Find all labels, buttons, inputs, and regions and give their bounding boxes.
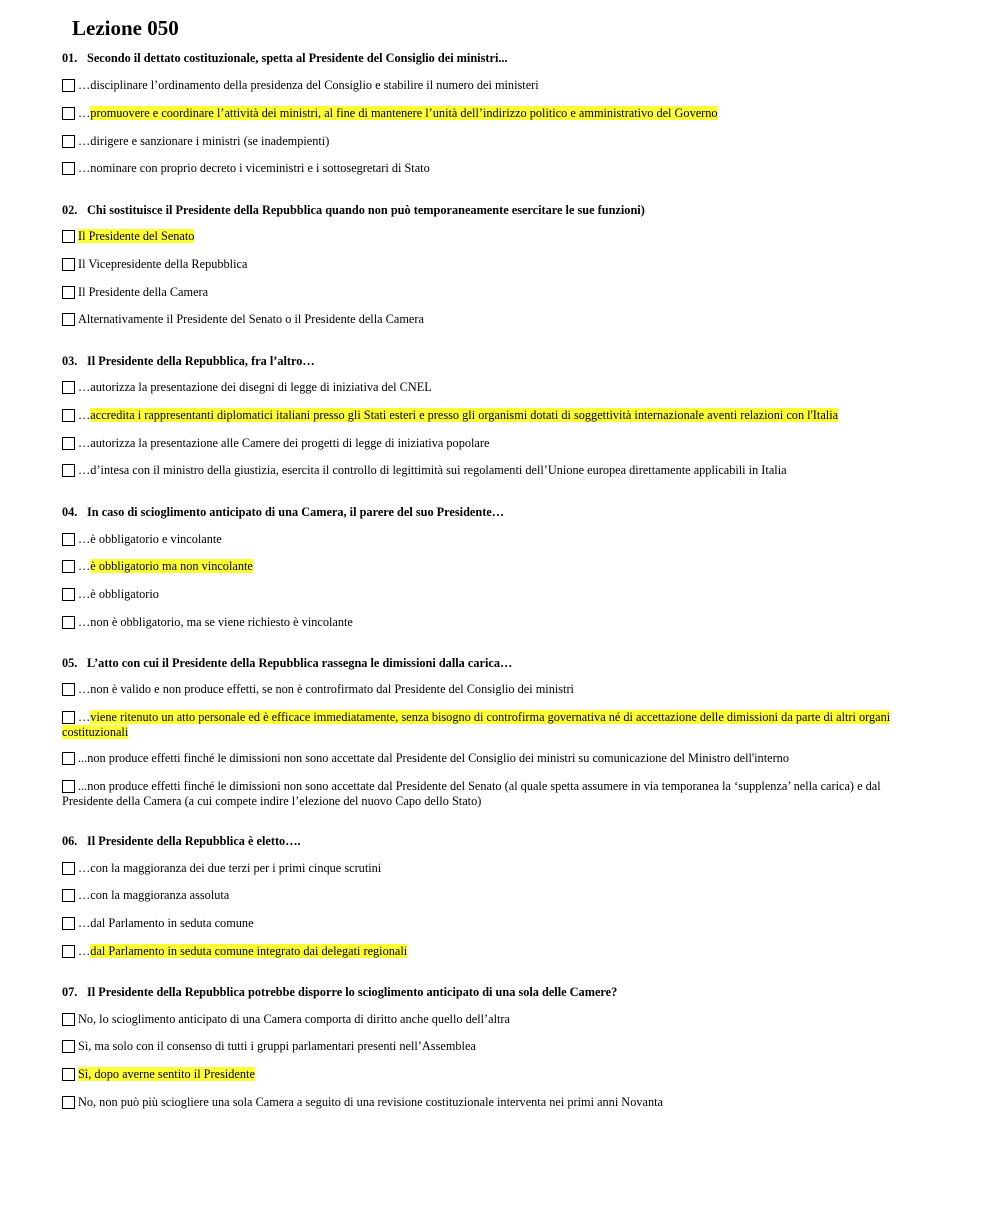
checkbox[interactable] xyxy=(62,258,75,271)
option-text: non è valido e non produce effetti, se non è controfirmato dal Presidente del Consiglio dei ministri xyxy=(90,682,574,696)
option-text: non produce effetti finché le dimissioni non sono accettate dal Presidente del Consiglio dei ministri su comunicazione del Ministro dell'interno xyxy=(87,751,789,765)
checkbox[interactable] xyxy=(62,917,75,930)
option-prefix: ... xyxy=(78,779,88,793)
checkbox[interactable] xyxy=(62,752,75,765)
option-prefix: … xyxy=(78,532,91,546)
question-text: Secondo il dettato costituzionale, spetta al Presidente del Consiglio dei ministri... xyxy=(87,51,508,65)
option-04-a[interactable] xyxy=(62,532,922,547)
option-text-highlighted: dal Parlamento in seduta comune integrato dai delegati regionali xyxy=(90,944,408,958)
checkbox[interactable] xyxy=(62,588,75,601)
option-text-highlighted: è obbligatorio ma non vincolante xyxy=(90,559,253,573)
option-text-highlighted: promuovere e coordinare l’attività dei ministri, al fine di mantenere l’unità dell’indirizzo politico e amministrativo del Governo xyxy=(90,106,718,120)
checkbox[interactable] xyxy=(62,616,75,629)
option-prefix: … xyxy=(78,587,91,601)
option-07-b[interactable] xyxy=(62,1039,922,1054)
option-prefix: … xyxy=(78,861,91,875)
question-04 xyxy=(62,505,942,520)
option-02-b[interactable] xyxy=(62,257,922,272)
option-prefix: … xyxy=(78,380,91,394)
option-text: d’intesa con il ministro della giustizia, esercita il controllo di legittimità sui regolamenti dell’Unione europea direttamente applicabili in Italia xyxy=(90,463,787,477)
option-text: non produce effetti finché le dimissioni non sono accettate dal Presidente del Senato (al quale spetta assumere in via temporanea la ‘supplenza’ nella carica) e dal Presidente della Camera (a cui compete indire l’elezione del nuovo Capo dello Stato) xyxy=(62,779,881,808)
question-05 xyxy=(62,656,942,671)
checkbox[interactable] xyxy=(62,945,75,958)
option-text: dal Parlamento in seduta comune xyxy=(90,916,254,930)
option-text: autorizza la presentazione dei disegni di legge di iniziativa del CNEL xyxy=(90,380,432,394)
option-prefix: … xyxy=(78,106,91,120)
question-03 xyxy=(62,354,942,369)
option-text-highlighted: Il Presidente del Senato xyxy=(78,229,195,243)
checkbox[interactable] xyxy=(62,1096,75,1109)
option-06-b[interactable] xyxy=(62,888,922,903)
option-prefix: … xyxy=(78,615,91,629)
checkbox[interactable] xyxy=(62,889,75,902)
option-prefix: ... xyxy=(78,751,88,765)
checkbox[interactable] xyxy=(62,1068,75,1081)
option-02-c[interactable] xyxy=(62,285,922,300)
option-07-c[interactable] xyxy=(62,1067,922,1082)
checkbox[interactable] xyxy=(62,135,75,148)
option-06-d[interactable] xyxy=(62,944,922,959)
checkbox[interactable] xyxy=(62,711,75,724)
checkbox[interactable] xyxy=(62,437,75,450)
question-02 xyxy=(62,203,942,218)
option-text: dirigere e sanzionare i ministri (se inadempienti) xyxy=(90,134,330,148)
option-prefix: … xyxy=(78,408,91,422)
option-text: è obbligatorio xyxy=(90,587,159,601)
option-prefix: … xyxy=(78,161,91,175)
option-05-a[interactable] xyxy=(62,682,922,697)
checkbox[interactable] xyxy=(62,1040,75,1053)
option-prefix: … xyxy=(78,436,91,450)
option-04-c[interactable] xyxy=(62,587,922,602)
option-02-a[interactable] xyxy=(62,229,922,244)
option-text: con la maggioranza dei due terzi per i primi cinque scrutini xyxy=(90,861,382,875)
option-text-highlighted: viene ritenuto un atto personale ed è efficace immediatamente, senza bisogno di controfirma governativa né di accettazione delle dimissioni da parte di altri organi costituzionali xyxy=(62,710,891,739)
option-01-d[interactable] xyxy=(62,161,922,176)
checkbox[interactable] xyxy=(62,533,75,546)
question-text: In caso di scioglimento anticipato di una Camera, il parere del suo Presidente… xyxy=(87,505,505,519)
question-text: L’atto con cui il Presidente della Repubblica rassegna le dimissioni dalla carica… xyxy=(87,656,513,670)
option-05-d[interactable] xyxy=(62,779,922,809)
option-prefix: … xyxy=(78,916,91,930)
question-text: Il Presidente della Repubblica, fra l’altro… xyxy=(87,354,315,368)
option-04-b[interactable] xyxy=(62,559,922,574)
checkbox[interactable] xyxy=(62,381,75,394)
question-number: 07. xyxy=(62,985,78,999)
option-01-b[interactable] xyxy=(62,106,922,121)
option-03-d[interactable] xyxy=(62,463,922,478)
option-text: autorizza la presentazione alle Camere dei progetti di legge di iniziativa popolare xyxy=(90,436,490,450)
option-03-b[interactable] xyxy=(62,408,922,423)
option-text: No, lo scioglimento anticipato di una Camera comporta di diritto anche quello dell’altra xyxy=(78,1012,510,1026)
checkbox[interactable] xyxy=(62,79,75,92)
option-text: non è obbligatorio, ma se viene richiesto è vincolante xyxy=(90,615,353,629)
option-text: No, non può più sciogliere una sola Camera a seguito di una revisione costituzionale interventa nei primi anni Novanta xyxy=(78,1095,663,1109)
question-number: 01. xyxy=(62,51,78,65)
question-text: Il Presidente della Repubblica potrebbe disporre lo scioglimento anticipato di una sola delle Camere? xyxy=(87,985,618,999)
option-03-a[interactable] xyxy=(62,380,922,395)
option-prefix: … xyxy=(78,78,91,92)
question-number: 05. xyxy=(62,656,78,670)
option-06-c[interactable] xyxy=(62,916,922,931)
checkbox[interactable] xyxy=(62,862,75,875)
option-01-c[interactable] xyxy=(62,134,922,149)
checkbox[interactable] xyxy=(62,560,75,573)
option-01-a[interactable] xyxy=(62,78,922,93)
question-number: 04. xyxy=(62,505,78,519)
option-02-d[interactable] xyxy=(62,312,922,327)
option-04-d[interactable] xyxy=(62,615,922,630)
option-text: Alternativamente il Presidente del Senato o il Presidente della Camera xyxy=(78,312,424,326)
option-text: Il Presidente della Camera xyxy=(78,285,209,299)
question-text: Il Presidente della Repubblica è eletto…. xyxy=(87,834,301,848)
question-number: 02. xyxy=(62,203,78,217)
checkbox[interactable] xyxy=(62,107,75,120)
checkbox[interactable] xyxy=(62,313,75,326)
question-number: 06. xyxy=(62,834,78,848)
question-text: Chi sostituisce il Presidente della Repubblica quando non può temporaneamente esercitare le sue funzioni) xyxy=(87,203,645,217)
question-07 xyxy=(62,985,942,1000)
option-text: con la maggioranza assoluta xyxy=(90,888,230,902)
option-07-a[interactable] xyxy=(62,1012,922,1027)
option-05-b[interactable] xyxy=(62,710,922,740)
option-03-c[interactable] xyxy=(62,436,922,451)
option-prefix: … xyxy=(78,134,91,148)
question-06 xyxy=(62,834,942,849)
option-05-c[interactable] xyxy=(62,751,922,766)
option-prefix: … xyxy=(78,559,91,573)
option-prefix: … xyxy=(78,463,91,477)
checkbox[interactable] xyxy=(62,230,75,243)
checkbox[interactable] xyxy=(62,464,75,477)
option-text: Sì, ma solo con il consenso di tutti i gruppi parlamentari presenti nell’Assemblea xyxy=(78,1039,476,1053)
option-prefix: … xyxy=(78,710,91,724)
page-title: Lezione 050 xyxy=(72,16,179,40)
question-number: 03. xyxy=(62,354,78,368)
option-text: disciplinare l’ordinamento della presidenza del Consiglio e stabilire il numero dei ministeri xyxy=(90,78,539,92)
option-prefix: … xyxy=(78,682,91,696)
option-prefix: … xyxy=(78,944,91,958)
checkbox[interactable] xyxy=(62,780,75,793)
option-text: è obbligatorio e vincolante xyxy=(90,532,222,546)
checkbox[interactable] xyxy=(62,683,75,696)
option-07-d[interactable] xyxy=(62,1095,922,1110)
option-text-highlighted: accredita i rappresentanti diplomatici italiani presso gli Stati esteri e presso gli organismi dotati di soggettività internazionale aventi relazioni con l'Italia xyxy=(90,408,839,422)
option-06-a[interactable] xyxy=(62,861,922,876)
question-01 xyxy=(62,51,942,66)
checkbox[interactable] xyxy=(62,1013,75,1026)
option-text-highlighted: Sì, dopo averne sentito il Presidente xyxy=(78,1067,255,1081)
option-text: nominare con proprio decreto i viceministri e i sottosegretari di Stato xyxy=(90,161,430,175)
option-text: Il Vicepresidente della Repubblica xyxy=(78,257,248,271)
checkbox[interactable] xyxy=(62,409,75,422)
option-prefix: … xyxy=(78,888,91,902)
checkbox[interactable] xyxy=(62,162,75,175)
checkbox[interactable] xyxy=(62,286,75,299)
